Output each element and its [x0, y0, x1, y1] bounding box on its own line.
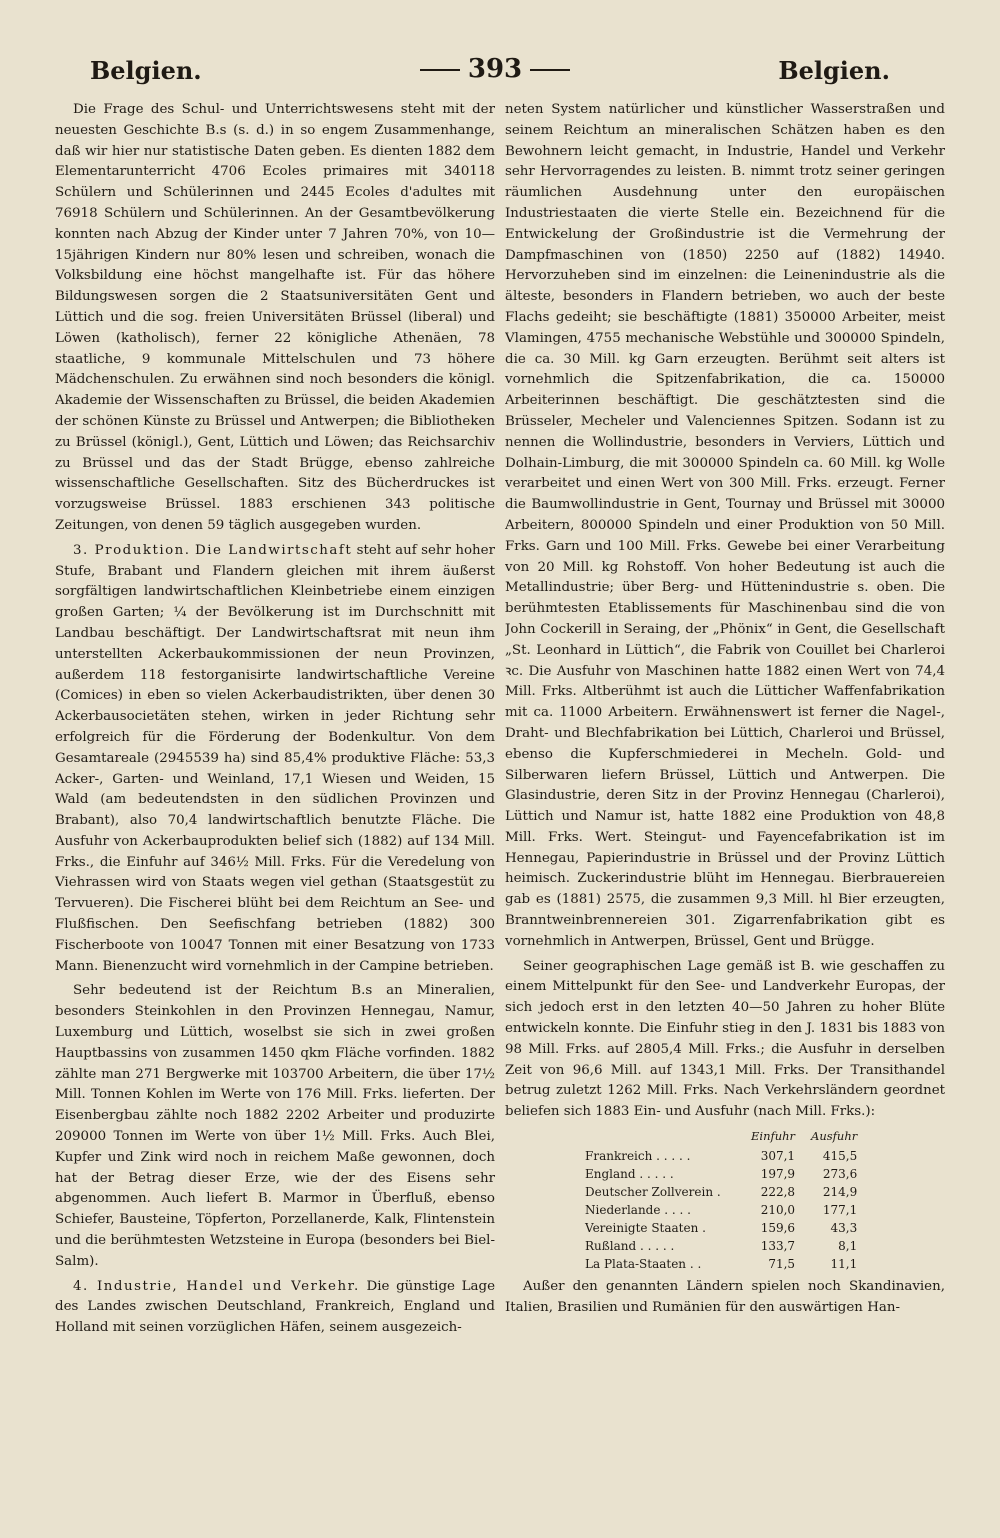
trade-cell-export: 214,9: [822, 1185, 858, 1200]
paragraph-trade-continued: Außer den genannten Ländern spielen noch Skandinavien, Italien, Brasilien und Rumänien für den auswärtigen Han-: [505, 1279, 945, 1315]
table-row: [577, 1201, 865, 1219]
trade-cell-country: Niederlande . . . .: [585, 1203, 691, 1218]
term-agriculture: Die Landwirtschaft: [194, 542, 353, 558]
trade-cell-import: 307,1: [760, 1149, 796, 1164]
paragraph-industry: [55, 1277, 495, 1339]
trade-cell-country: Deutscher Zollverein .: [585, 1185, 721, 1200]
paragraph-production-text: steht auf sehr hoher Stufe, Brabant und Flandern gleichen mit ihrem äußerst sorgfältigen landwirtschaftlichen Kleinbetriebe einem einzigen großen Garten; ¼ der Bevölkerung ist im Durchschnitt mit Landbau beschäftigt. Der Landwirtschaftsrat mit neun ihm unterstellten Ackerbaukommissionen der neun Provinzen, außerdem 118 festorganisirte landwirtschaftliche Vereine (Comices) in eben so vielen Ackerbaudistrikten, über denen 30 Ackerbausocietäten stehen, wirken in jeder Richtung sehr erfolgreich für die Förderung der Bodenkultur. Von dem Gesamtareale (2945539 ha) sind 85,4% produktive Fläche: 53,3 Acker-, Garten- und Weinland, 17,1 Wiesen und Weiden, 15 Wald (am bedeutendsten in den südlichen Provinzen und Brabant), also 70,4 landwirtschaftlich benutzte Fläche. Die Ausfuhr von Ackerbauprodukten belief sich (1882) auf 134 Mill. Frks., die Einfuhr auf 346½ Mill. Frks. Für die Veredelung von Viehrassen wird von Staats wegen viel gethan (Staatsgestüt zu Tervueren). Die Fischerei blüht bei dem Reichtum an See- und Flußfischen. Den Seefischfang betrieben (1882) 300 Fischerboote von 10047 Tonnen mit einer Besatzung von 1733 Mann. Bienenzucht wird vornehmlich in der Campine betrieben.: [55, 542, 495, 974]
trade-header-import: Einfuhr: [751, 1129, 796, 1144]
table-row: [577, 1255, 865, 1273]
trade-cell-export: 177,1: [822, 1203, 858, 1218]
table-row: [577, 1237, 865, 1255]
trade-cell-country: Rußland . . . . .: [585, 1239, 675, 1254]
trade-cell-import: 222,8: [760, 1185, 796, 1200]
paragraph-trade: Seiner geographischen Lage gemäß ist B. wie geschaffen zu einem Mittelpunkt für den See- und Landverkehr Europas, der sich jedoch erst in den letzten 40—50 Jahren zu hoher Blüte entwickeln konnte. Die Einfuhr stieg in den J. 1831 bis 1883 von 98 Mill. Frks. auf 2805,4 Mill. Frks.; die Ausfuhr in derselben Zeit von 96,6 Mill. auf 1343,1 Mill. Frks. Der Transithandel betrug zuletzt 1262 Mill. Frks. Nach Verkehrsländern geordnet beliefen sich 1883 Ein- und Ausfuhr (nach Mill. Frks.):: [505, 958, 945, 1120]
trade-cell-import: 210,0: [760, 1203, 796, 1218]
trade-cell-import: 197,9: [760, 1167, 796, 1182]
page-number: [410, 54, 580, 84]
trade-cell-country: Frankreich . . . . .: [585, 1149, 691, 1164]
trade-cell-country: Vereinigte Staaten .: [585, 1221, 706, 1236]
trade-cell-country: England . . . . .: [585, 1167, 674, 1182]
running-head-right: Belgien.: [778, 56, 890, 85]
table-row: [577, 1147, 865, 1165]
trade-cell-import: 159,6: [760, 1221, 796, 1236]
paragraph-industry-text: Die günstige Lage des Landes zwischen Deutschland, Frankreich, England und Holland mit seinen vorzüglichen Häfen, seinem ausgezeich-: [55, 1278, 495, 1336]
page-header: [90, 52, 890, 92]
trade-table: [577, 1127, 865, 1273]
table-row: [577, 1219, 865, 1237]
section-heading-production: 3. Produktion.: [73, 542, 191, 558]
trade-cell-export: 8,1: [838, 1239, 858, 1254]
trade-cell-export: 11,1: [830, 1257, 858, 1272]
trade-header-export: Ausfuhr: [811, 1129, 858, 1144]
trade-cell-export: 273,6: [822, 1167, 858, 1182]
paragraph-education: Die Frage des Schul- und Unterrichtswesens steht mit der neuesten Geschichte B.s (s. d.) in so engem Zusammenhange, daß wir hier nur statistische Daten geben. Es dienten 1882 dem Elementarunterricht 4706 Ecoles primaires mit 340118 Schülern und Schülerinnen und 2445 Ecoles d'adultes mit 76918 Schülern und Schülerinnen. An der Gesamtbevölkerung konnten nach Abzug der Kinder unter 7 Jahren 70%, von 10—15jährigen Kindern nur 80% lesen und schreiben, wonach die Volksbildung eine höchst mangelhafte ist. Für das höhere Bildungswesen sorgen die 2 Staatsuniversitäten Gent und Lüttich und die sog. freien Universitäten Brüssel (liberal) und Löwen (katholisch), ferner 22 königliche Athenäen, 78 staatliche, 9 kommunale Mittelschulen und 73 höhere Mädchenschulen. Zu erwähnen sind noch besonders die königl. Akademie der Wissenschaften zu Brüssel, die beiden Akademien der schönen Künste zu Brüssel und Antwerpen; die Bibliotheken zu Brüssel (königl.), Gent, Lüttich und Löwen; das Reichsarchiv zu Brüssel und das der Stadt Brügge, ebenso zahlreiche wissenschaftliche Gesellschaften. Sitz des Bücherdruckes ist vorzugsweise Brüssel. 1883 erschienen 343 politische Zeitungen, von denen 59 täglich ausgegeben wurden.: [55, 102, 495, 533]
running-head-left: Belgien.: [90, 56, 202, 85]
page-number-text: 393: [467, 54, 523, 84]
trade-cell-export: 43,3: [830, 1221, 858, 1236]
paragraph-production: [55, 541, 495, 978]
section-heading-industry: 4. Industrie, Handel und Verkehr.: [73, 1278, 360, 1294]
trade-cell-export: 415,5: [822, 1149, 858, 1164]
table-row: [577, 1165, 865, 1183]
trade-cell-import: 71,5: [768, 1257, 796, 1272]
paragraph-minerals: Sehr bedeutend ist der Reichtum B.s an Mineralien, besonders Steinkohlen in den Provinzen Hennegau, Namur, Luxemburg und Lüttich, woselbst sie sich in zwei großen Hauptbassins von zusammen 1450 qkm Fläche vorfinden. 1882 zählte man 271 Bergwerke mit 103700 Arbeitern, die über 17½ Mill. Tonnen Kohlen im Werte von 176 Mill. Frks. lieferten. Der Eisenbergbau zählte noch 1882 2202 Arbeiter und produzirte 209000 Tonnen im Werte von über 1½ Mill. Frks. Auch Blei, Kupfer und Zink wird noch in reichem Maße gewonnen, doch hat der Betrag dieser Erze, wie der des Eisens sehr abgenommen. Auch liefert B. Marmor in Überfluß, ebenso Schiefer, Bausteine, Töpferton, Porzellanerde, Kalk, Flintenstein und die berühmtesten Wetzsteine in Europa (besonders bei Biel-Salm).: [55, 983, 495, 1269]
right-column: [505, 100, 945, 1510]
table-row: [577, 1183, 865, 1201]
trade-cell-import: 133,7: [760, 1239, 796, 1254]
left-column: [55, 100, 495, 1510]
trade-cell-country: La Plata-Staaten . .: [585, 1257, 702, 1272]
trade-header-country: [577, 1127, 743, 1147]
paragraph-industry-continued: neten System natürlicher und künstlicher Wasserstraßen und seinem Reichtum an mineralischen Schätzen haben es den Bewohnern leicht gemacht, in Industrie, Handel und Verkehr sehr Hervorragendes zu leisten. B. nimmt trotz seiner geringen räumlichen Ausdehnung unter den europäischen Industriestaaten die vierte Stelle ein. Bezeichnend für die Entwickelung der Großindustrie ist die Vermehrung der Dampfmaschinen von (1850) 2250 auf (1882) 14940. Hervorzuheben sind im einzelnen: die Leinenindustrie als die älteste, besonders in Flandern betrieben, wo auch der beste Flachs gedeiht; sie beschäftigte (1881) 350000 Arbeiter, meist Vlamingen, 4755 mechanische Webstühle und 300000 Spindeln, die ca. 30 Mill. kg Garn erzeugten. Berühmt seit alters ist vornehmlich die Spitzenfabrikation, die ca. 150000 Arbeiterinnen beschäftigt. Die geschätztesten sind die Brüsseler, Mecheler und Valenciennes Spitzen. Sodann ist zu nennen die Wollindustrie, besonders in Verviers, Lüttich und Dolhain-Limburg, die mit 300000 Spindeln ca. 60 Mill. kg Wolle verarbeitet und einen Wert von 300 Mill. Frks. erzeugt. Ferner die Baumwollindustrie in Gent, Tournay und Brüssel mit 30000 Arbeitern, 800000 Spindeln und einer Produktion von 50 Mill. Frks. Garn und 100 Mill. Frks. Gewebe bei einer Verarbeitung von 20 Mill. kg Rohstoff. Von hoher Bedeutung ist auch die Metallindustrie; über Berg- und Hüttenindustrie s. oben. Die berühmtesten Etablissements für Maschinenbau sind die von John Cockerill in Seraing, der „Phönix“ in Gent, die Gesellschaft „St. Leonhard in Lüttich“, die Fabrik von Couillet bei Charleroi ꝛc. Die Ausfuhr von Maschinen hatte 1882 einen Wert von 74,4 Mill. Frks. Altberühmt ist auch die Lütticher Waffenfabrikation mit ca. 11000 Arbeitern. Erwähnenswert ist ferner die Nagel-, Draht- und Blechfabrikation bei Lüttich, Charleroi und Brüssel, ebenso die Kupferschmiederei in Mecheln. Gold- und Silberwaren liefern Brüssel, Lüttich und Antwerpen. Die Glasindustrie, deren Sitz in der Provinz Hennegau (Charleroi), Lüttich und Namur ist, hatte 1882 eine Produktion von 48,8 Mill. Frks. Wert. Steingut- und Fayencefabrikation ist im Hennegau, Papierindustrie in Brüssel und der Provinz Lüttich heimisch. Zuckerindustrie blüht im Hennegau. Bierbrauereien gab es (1881) 2575, die zusammen 9,3 Mill. hl Bier erzeugten, Branntweinbrennereien 301. Zigarrenfabrikation gibt es vornehmlich in Antwerpen, Brüssel, Gent und Brügge.: [505, 102, 945, 949]
